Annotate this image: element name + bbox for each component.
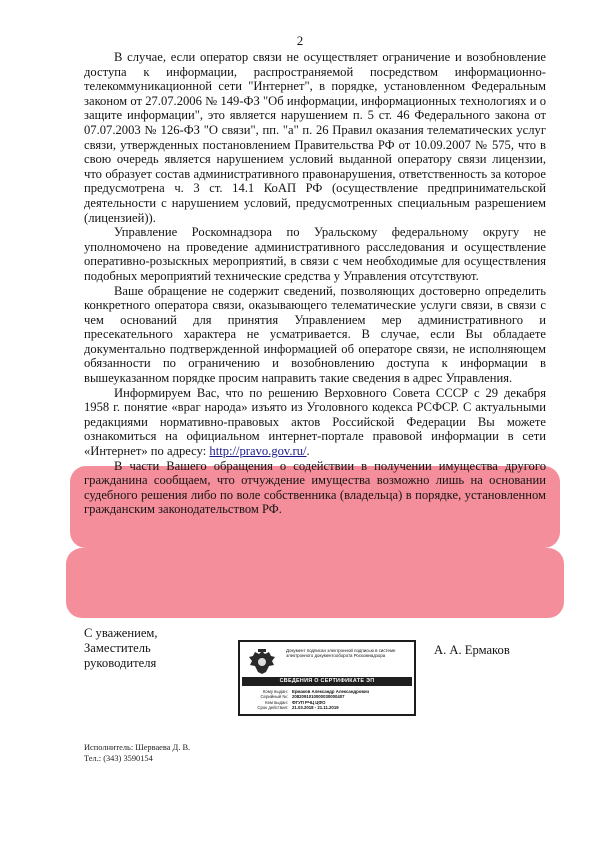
certificate-details bbox=[246, 689, 412, 710]
phone-line: Тел.: (343) 3590154 bbox=[84, 753, 153, 763]
letter-body bbox=[84, 50, 546, 517]
signer-name: А. А. Ермаков bbox=[434, 643, 510, 657]
stamp-note: Документ подписан электронной подписью в системе электронного документооборота Роскомнадзора bbox=[286, 648, 396, 659]
row-value: ФГУП РЧЦ ЦФО bbox=[292, 699, 326, 705]
stamp-title: СВЕДЕНИЯ О СЕРТИФИКАТЕ ЭП bbox=[242, 677, 412, 686]
paragraph: Управление Роскомнадзора по Уральскому федеральному округу не уполномочено на проведение административного расследования и осуществление оперативно-розыскных мероприятий, в связи с чем необходимые для осуществления подобных мероприятий технические средства у Управления отсутствуют. bbox=[84, 225, 546, 283]
row-value: 2082091010000030000407 bbox=[292, 694, 345, 700]
row-label: Серийный №: bbox=[260, 694, 288, 700]
row-value: 21.03.2018 - 21.11.2019 bbox=[292, 704, 339, 710]
footer-info bbox=[84, 743, 190, 764]
signature-stamp bbox=[238, 640, 416, 716]
closing-block bbox=[84, 626, 158, 671]
highlight-mark bbox=[66, 548, 564, 618]
row-label: Кому выдан: bbox=[262, 689, 288, 694]
eagle-emblem-icon bbox=[247, 648, 277, 676]
paragraph-text: Информируем Вас, что по решению Верховного Совета СССР с 29 декабря 1958 г. понятие «враг народа» изъято из Уголовного кодекса РСФСР. С актуальными редакциями нормативно-правовых актов Российской Федерации Вы можете ознакомиться на официальном интернет-портале правовой информации в сети «Интернет» по адресу: bbox=[84, 385, 546, 459]
certificate-row bbox=[246, 705, 412, 710]
signer-position: руководителя bbox=[84, 656, 157, 670]
executor-line: Исполнитель: Шерваева Д. В. bbox=[84, 743, 191, 752]
paragraph-end: . bbox=[306, 444, 310, 459]
closing-greeting: С уважением, bbox=[84, 626, 158, 640]
highlighted-paragraph bbox=[84, 386, 546, 459]
row-label: Кем выдан: bbox=[265, 699, 288, 705]
row-label: Срок действия: bbox=[257, 704, 288, 710]
row-value: Ермаков Александр Александрович bbox=[292, 689, 370, 694]
pravo-link[interactable]: http://pravo.gov.ru/ bbox=[209, 444, 307, 459]
paragraph: Ваше обращение не содержит сведений, позволяющих достоверно определить конкретного оператора связи, оказывающего телематические услуги связи, в связи с чем оснований для принятия Управлением мер административного и пресекательного характера не усматривается. В случае, если Вы обладаете документально подтвержденной информацией об операторе связи, не исполняющем обязанности по ограничению и возобновлению доступа к информации в вышеуказанном порядке просим направить такие сведения в адрес Управления. bbox=[84, 283, 546, 386]
signer-position: Заместитель bbox=[84, 641, 151, 655]
paragraph: В случае, если оператор связи не осуществляет ограничение и возобновление доступа к информации, распространяемой посредством информационно-телекоммуникационной сети "Интернет", в порядке, установленном Федеральным законом от 27.07.2006 № 149-ФЗ "Об информации, информационных технологиях и о защите информации", это является нарушением п. 5 ст. 46 Федерального закона от 07.07.2003 № 126-ФЗ "О связи", пп. "а" п. 26 Правил оказания телематических услуг связи, утвержденных постановлением Правительства РФ от 10.09.2007 № 575, что в свою очередь является нарушением условий выданной оператору связи лицензии, что образует состав административного правонарушения, ответственность за которое предусмотрена ч. 3 ст. 14.1 КоАП РФ (осуществление предпринимательской деятельности с нарушением условий, предусмотренных специальным разрешением (лицензией)). bbox=[84, 50, 546, 225]
page-number: 2 bbox=[296, 33, 304, 48]
highlighted-paragraph: В части Вашего обращения о содействии в получении имущества другого гражданина сообщаем, что отчуждение имущества возможно лишь на основании судебного решения либо по воле собственника (владельца) в порядке, установленном гражданским законодательством РФ. bbox=[84, 458, 546, 517]
